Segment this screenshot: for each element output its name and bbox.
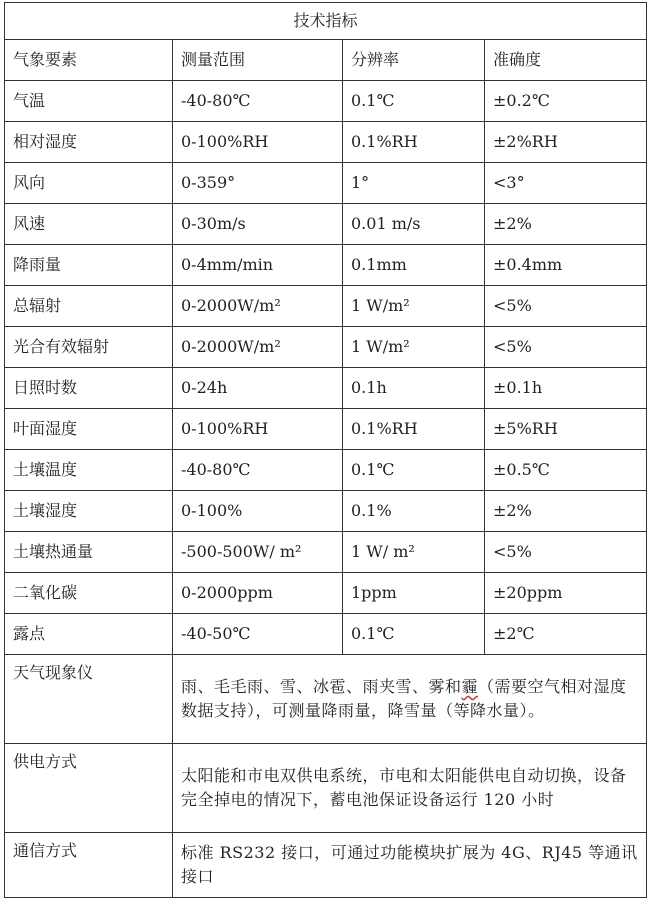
table-cell: 1°	[343, 163, 485, 204]
spec-table	[4, 2, 647, 898]
table-cell: -40-80℃	[173, 81, 343, 122]
table-row	[5, 532, 647, 573]
table-row	[5, 450, 647, 491]
table-row	[5, 573, 647, 614]
table-cell: 0-4mm/min	[173, 245, 343, 286]
table-cell: 1ppm	[343, 573, 485, 614]
table-cell: <3°	[485, 163, 647, 204]
table-cell: 0.1%RH	[343, 409, 485, 450]
table-cell: 总辐射	[5, 286, 173, 327]
comm-label: 通信方式	[5, 833, 173, 898]
comm-row	[5, 833, 647, 898]
table-cell: 0-2000ppm	[173, 573, 343, 614]
table-cell: 0.1℃	[343, 614, 485, 655]
table-cell: 0-2000W/m²	[173, 327, 343, 368]
table-cell: 二氧化碳	[5, 573, 173, 614]
table-row	[5, 204, 647, 245]
table-cell: 0-100%RH	[173, 409, 343, 450]
power-description: 太阳能和市电双供电系统，市电和太阳能供电自动切换，设备完全掉电的情况下，蓄电池保证设备运行 120 小时	[173, 744, 647, 833]
table-cell: -500-500W/ m²	[173, 532, 343, 573]
table-row	[5, 81, 647, 122]
table-cell: 0-100%	[173, 491, 343, 532]
table-cell: <5%	[485, 286, 647, 327]
table-cell: 1 W/ m²	[343, 532, 485, 573]
table-cell: 相对湿度	[5, 122, 173, 163]
weather-description	[173, 655, 647, 744]
header-cell: 准确度	[485, 40, 647, 81]
table-cell: 0-24h	[173, 368, 343, 409]
table-cell: ±5%RH	[485, 409, 647, 450]
table-cell: ±2%	[485, 491, 647, 532]
table-cell: 0-30m/s	[173, 204, 343, 245]
table-cell: ±0.1h	[485, 368, 647, 409]
table-cell: 0.1%RH	[343, 122, 485, 163]
header-cell: 测量范围	[173, 40, 343, 81]
table-row	[5, 491, 647, 532]
table-cell: 0-359°	[173, 163, 343, 204]
table-cell: 风速	[5, 204, 173, 245]
comm-description: 标准 RS232 接口，可通过功能模块扩展为 4G、RJ45 等通讯接口	[173, 833, 647, 898]
table-row	[5, 327, 647, 368]
header-cell: 分辨率	[343, 40, 485, 81]
table-cell: 0-2000W/m²	[173, 286, 343, 327]
weather-label: 天气现象仪	[5, 655, 173, 744]
table-row	[5, 245, 647, 286]
header-cell: 气象要素	[5, 40, 173, 81]
table-cell: ±2%RH	[485, 122, 647, 163]
table-cell: 降雨量	[5, 245, 173, 286]
table-cell: 0.1mm	[343, 245, 485, 286]
table-row	[5, 368, 647, 409]
weather-text-before: 雨、毛毛雨、雪、冰雹、雨夹雪、雾和	[181, 677, 462, 696]
table-title: 技术指标	[5, 3, 647, 40]
table-cell: 0.1℃	[343, 81, 485, 122]
weather-text-marked: 霾	[461, 677, 479, 696]
table-cell: 0.1℃	[343, 450, 485, 491]
table-cell: 土壤温度	[5, 450, 173, 491]
table-cell: <5%	[485, 532, 647, 573]
table-cell: 0.1%	[343, 491, 485, 532]
table-cell: 风向	[5, 163, 173, 204]
table-cell: 1 W/m²	[343, 327, 485, 368]
table-cell: 0.1h	[343, 368, 485, 409]
table-cell: ±0.2℃	[485, 81, 647, 122]
table-cell: 气温	[5, 81, 173, 122]
table-row	[5, 286, 647, 327]
table-cell: -40-80℃	[173, 450, 343, 491]
table-cell: ±2%	[485, 204, 647, 245]
table-row	[5, 409, 647, 450]
table-cell: 0-100%RH	[173, 122, 343, 163]
header-row	[5, 40, 647, 81]
table-cell: 露点	[5, 614, 173, 655]
table-cell: ±0.5℃	[485, 450, 647, 491]
table-cell: 日照时数	[5, 368, 173, 409]
weather-row	[5, 655, 647, 744]
table-cell: -40-50℃	[173, 614, 343, 655]
power-label: 供电方式	[5, 744, 173, 833]
table-cell: 叶面湿度	[5, 409, 173, 450]
table-row	[5, 614, 647, 655]
table-cell: 土壤湿度	[5, 491, 173, 532]
table-cell: <5%	[485, 327, 647, 368]
weather-text-after: （需要空气相对湿度数据支持），可测量降雨量，降雪量（等降水量）。	[181, 677, 627, 720]
table-row	[5, 163, 647, 204]
table-cell: 0.01 m/s	[343, 204, 485, 245]
power-row	[5, 744, 647, 833]
table-row	[5, 122, 647, 163]
table-cell: 土壤热通量	[5, 532, 173, 573]
table-cell: 1 W/m²	[343, 286, 485, 327]
table-cell: ±20ppm	[485, 573, 647, 614]
title-row	[5, 3, 647, 40]
table-cell: ±2℃	[485, 614, 647, 655]
table-cell: 光合有效辐射	[5, 327, 173, 368]
table-cell: ±0.4mm	[485, 245, 647, 286]
